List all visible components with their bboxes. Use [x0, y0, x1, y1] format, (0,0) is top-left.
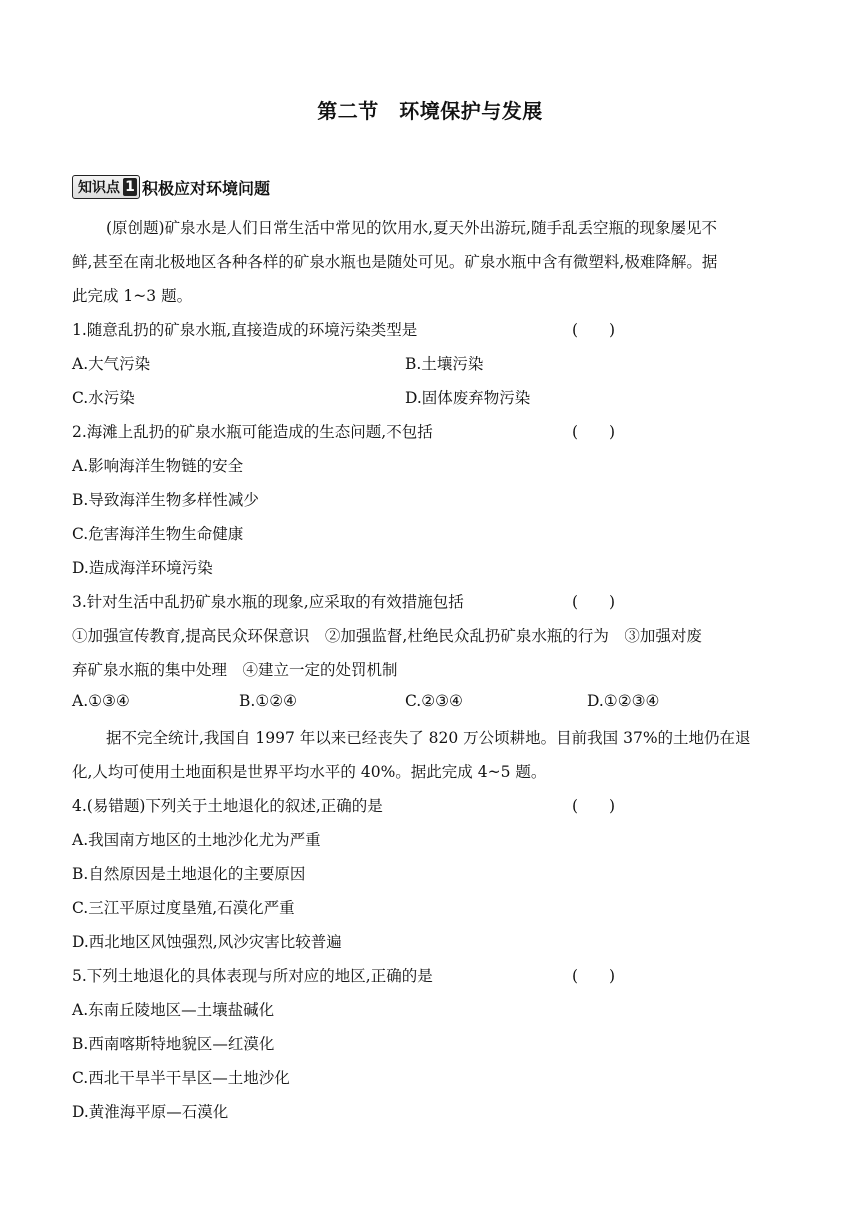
- question-1-answer-blank[interactable]: ( ): [572, 321, 616, 339]
- question-2-answer-blank[interactable]: ( ): [572, 423, 616, 441]
- question-4-answer-blank[interactable]: ( ): [572, 797, 616, 815]
- question-3-statements: ①加强宣传教育,提高民众环保意识 ②加强监督,杜绝民众乱扔矿泉水瓶的行为 ③加强对废: [72, 627, 702, 645]
- passage1-line: 鲜,甚至在南北极地区各种各样的矿泉水瓶也是随处可见。矿泉水瓶中含有微塑料,极难降解。据: [72, 253, 718, 271]
- knowledge-point-title: 积极应对环境问题: [142, 178, 271, 198]
- question-3-option-c[interactable]: C.②③④: [405, 692, 463, 710]
- question-1-option-d[interactable]: D.固体废弃物污染: [405, 389, 531, 407]
- passage1-line: 此完成 1~3 题。: [72, 287, 193, 305]
- question-5-stem: 5.下列土地退化的具体表现与所对应的地区,正确的是: [72, 967, 433, 985]
- question-3-option-a[interactable]: A.①③④: [72, 692, 130, 710]
- knowledge-point-badge-label: 知识点: [78, 180, 120, 196]
- question-3-statements: 弃矿泉水瓶的集中处理 ④建立一定的处罚机制: [72, 661, 398, 679]
- question-2-option-d[interactable]: D.造成海洋环境污染: [72, 559, 213, 577]
- question-1-option-a[interactable]: A.大气污染: [72, 355, 151, 373]
- knowledge-point-badge: [72, 175, 140, 199]
- question-1-option-b[interactable]: B.土壤污染: [405, 355, 484, 373]
- question-3-stem: 3.针对生活中乱扔矿泉水瓶的现象,应采取的有效措施包括: [72, 593, 464, 611]
- question-1-stem: 1.随意乱扔的矿泉水瓶,直接造成的环境污染类型是: [72, 321, 418, 339]
- question-2-option-b[interactable]: B.导致海洋生物多样性减少: [72, 491, 259, 509]
- passage2-line: 化,人均可使用土地面积是世界平均水平的 40%。据此完成 4~5 题。: [72, 763, 547, 781]
- question-4-option-c[interactable]: C.三江平原过度垦殖,石漠化严重: [72, 899, 295, 917]
- passage2-line: 据不完全统计,我国自 1997 年以来已经丧失了 820 万公顷耕地。目前我国 37%的土地仍在退: [106, 729, 751, 747]
- question-5-option-a[interactable]: A.东南丘陵地区—土壤盐碱化: [72, 1001, 275, 1019]
- question-2-stem: 2.海滩上乱扔的矿泉水瓶可能造成的生态问题,不包括: [72, 423, 433, 441]
- question-5-option-b[interactable]: B.西南喀斯特地貌区—红漠化: [72, 1035, 275, 1053]
- question-5-option-c[interactable]: C.西北干旱半干旱区—土地沙化: [72, 1069, 290, 1087]
- question-3-option-b[interactable]: B.①②④: [239, 692, 298, 710]
- question-4-stem: 4.(易错题)下列关于土地退化的叙述,正确的是: [72, 797, 383, 815]
- question-2-option-c[interactable]: C.危害海洋生物生命健康: [72, 525, 244, 543]
- question-3-option-d[interactable]: D.①②③④: [587, 692, 660, 710]
- question-4-option-d[interactable]: D.西北地区风蚀强烈,风沙灾害比较普遍: [72, 933, 342, 951]
- knowledge-point-badge-number: 1: [123, 178, 137, 196]
- knowledge-point-heading: [72, 175, 270, 199]
- question-2-option-a[interactable]: A.影响海洋生物链的安全: [72, 457, 244, 475]
- question-4-option-b[interactable]: B.自然原因是土地退化的主要原因: [72, 865, 306, 883]
- section-title: 第二节 环境保护与发展: [317, 99, 543, 123]
- question-5-answer-blank[interactable]: ( ): [572, 967, 616, 985]
- passage1-line: (原创题)矿泉水是人们日常生活中常见的饮用水,夏天外出游玩,随手乱丢空瓶的现象屡见不: [106, 219, 717, 237]
- question-1-option-c[interactable]: C.水污染: [72, 389, 135, 407]
- question-5-option-d[interactable]: D.黄淮海平原—石漠化: [72, 1103, 229, 1121]
- question-4-option-a[interactable]: A.我国南方地区的土地沙化尤为严重: [72, 831, 321, 849]
- question-3-answer-blank[interactable]: ( ): [572, 593, 616, 611]
